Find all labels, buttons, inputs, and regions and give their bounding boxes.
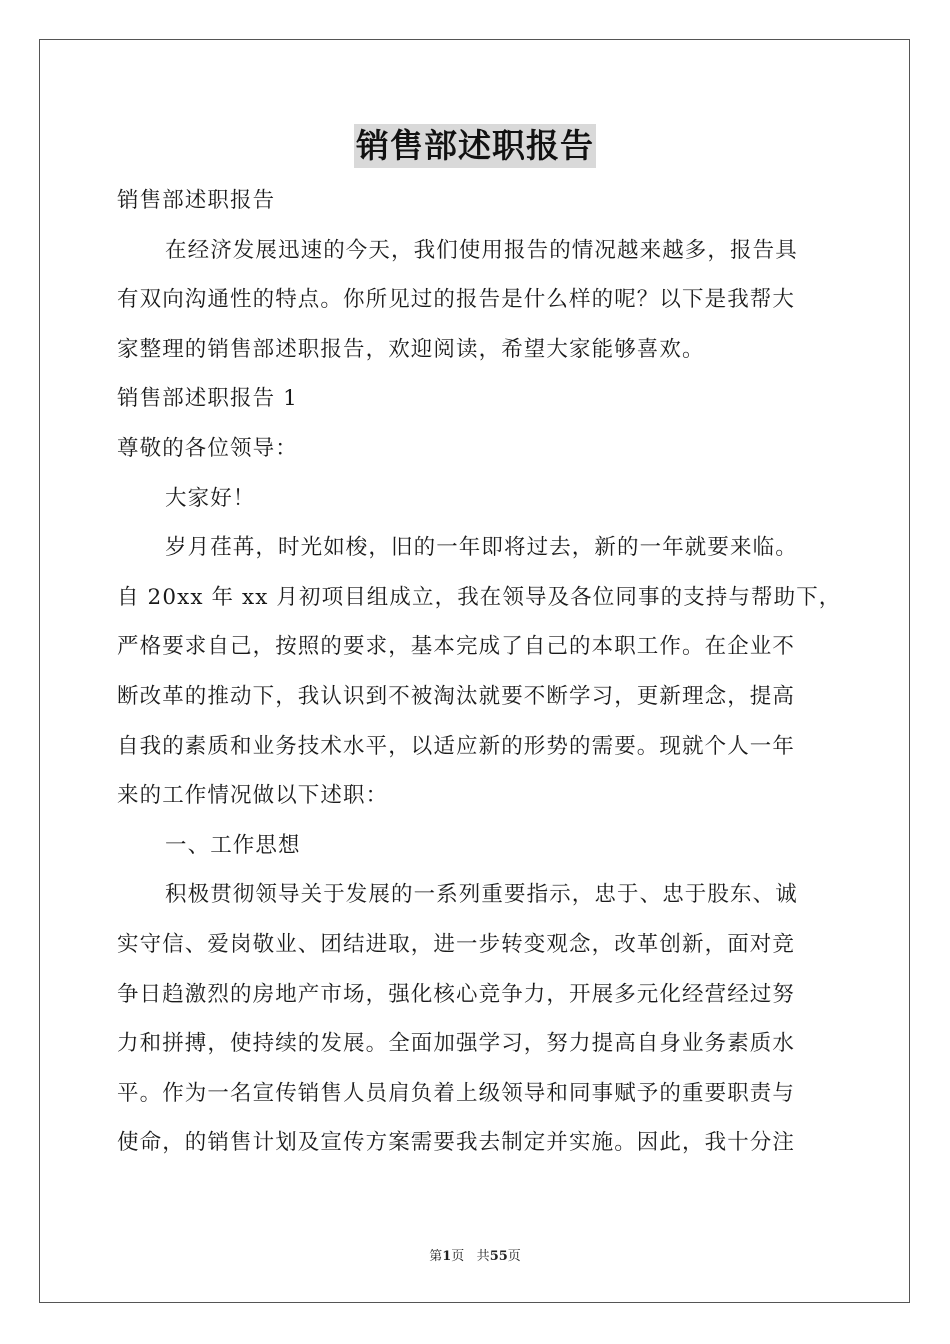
text-line: 积极贯彻领导关于发展的一系列重要指示，忠于、忠于股东、诚 xyxy=(165,882,798,908)
document-body xyxy=(117,176,842,1168)
footer-total-prefix: 共 xyxy=(476,1249,490,1264)
text-line: 自 20xx 年 xx 月初项目组成立，我在领导及各位同事的支持与帮助下， xyxy=(117,584,842,610)
title-container xyxy=(0,124,950,168)
text-line: 严格要求自己，按照的要求，基本完成了自己的本职工作。在企业不 xyxy=(117,634,796,660)
text-line: 力和拼搏，使持续的发展。全面加强学习，努力提高自身业务素质水 xyxy=(117,1031,796,1057)
text-line: 来的工作情况做以下述职： xyxy=(117,783,389,809)
footer-total-pages: 55 xyxy=(489,1249,508,1264)
text-line: 使命，的销售计划及宣传方案需要我去制定并实施。因此，我十分注 xyxy=(117,1130,796,1156)
footer-page-prefix: 第 xyxy=(429,1249,443,1264)
text-line: 平。作为一名宣传销售人员肩负着上级领导和同事赋予的重要职责与 xyxy=(117,1080,796,1106)
footer-page-suffix: 页 xyxy=(451,1249,465,1264)
document-title: 销售部述职报告 xyxy=(354,124,596,168)
footer-page-number: 1 xyxy=(442,1249,452,1264)
page-footer xyxy=(0,1248,950,1266)
text-line: 争日趋激烈的房地产市场，强化核心竞争力，开展多元化经营经过努 xyxy=(117,981,796,1007)
text-line: 自我的素质和业务技术水平，以适应新的形势的需要。现就个人一年 xyxy=(117,733,796,759)
text-line: 实守信、爱岗敬业、团结进取，进一步转变观念，改革创新，面对竞 xyxy=(117,931,796,957)
text-line: 销售部述职报告 xyxy=(117,188,276,213)
text-line: 断改革的推动下，我认识到不被淘汰就要不断学习，更新理念，提高 xyxy=(117,683,796,709)
text-line: 销售部述职报告 1 xyxy=(117,386,298,412)
text-line: 岁月荏苒，时光如梭，旧的一年即将过去，新的一年就要来临。 xyxy=(165,535,798,561)
text-line: 在经济发展迅速的今天，我们使用报告的情况越来越多，报告具 xyxy=(165,237,798,263)
text-line: 家整理的销售部述职报告，欢迎阅读，希望大家能够喜欢。 xyxy=(117,336,705,362)
footer-total-suffix: 页 xyxy=(507,1249,521,1264)
text-line: 一、工作思想 xyxy=(165,832,301,858)
text-line: 有双向沟通性的特点。你所见过的报告是什么样的呢？以下是我帮大 xyxy=(117,287,796,313)
text-line: 大家好！ xyxy=(165,485,256,511)
text-line: 尊敬的各位领导： xyxy=(117,435,298,461)
